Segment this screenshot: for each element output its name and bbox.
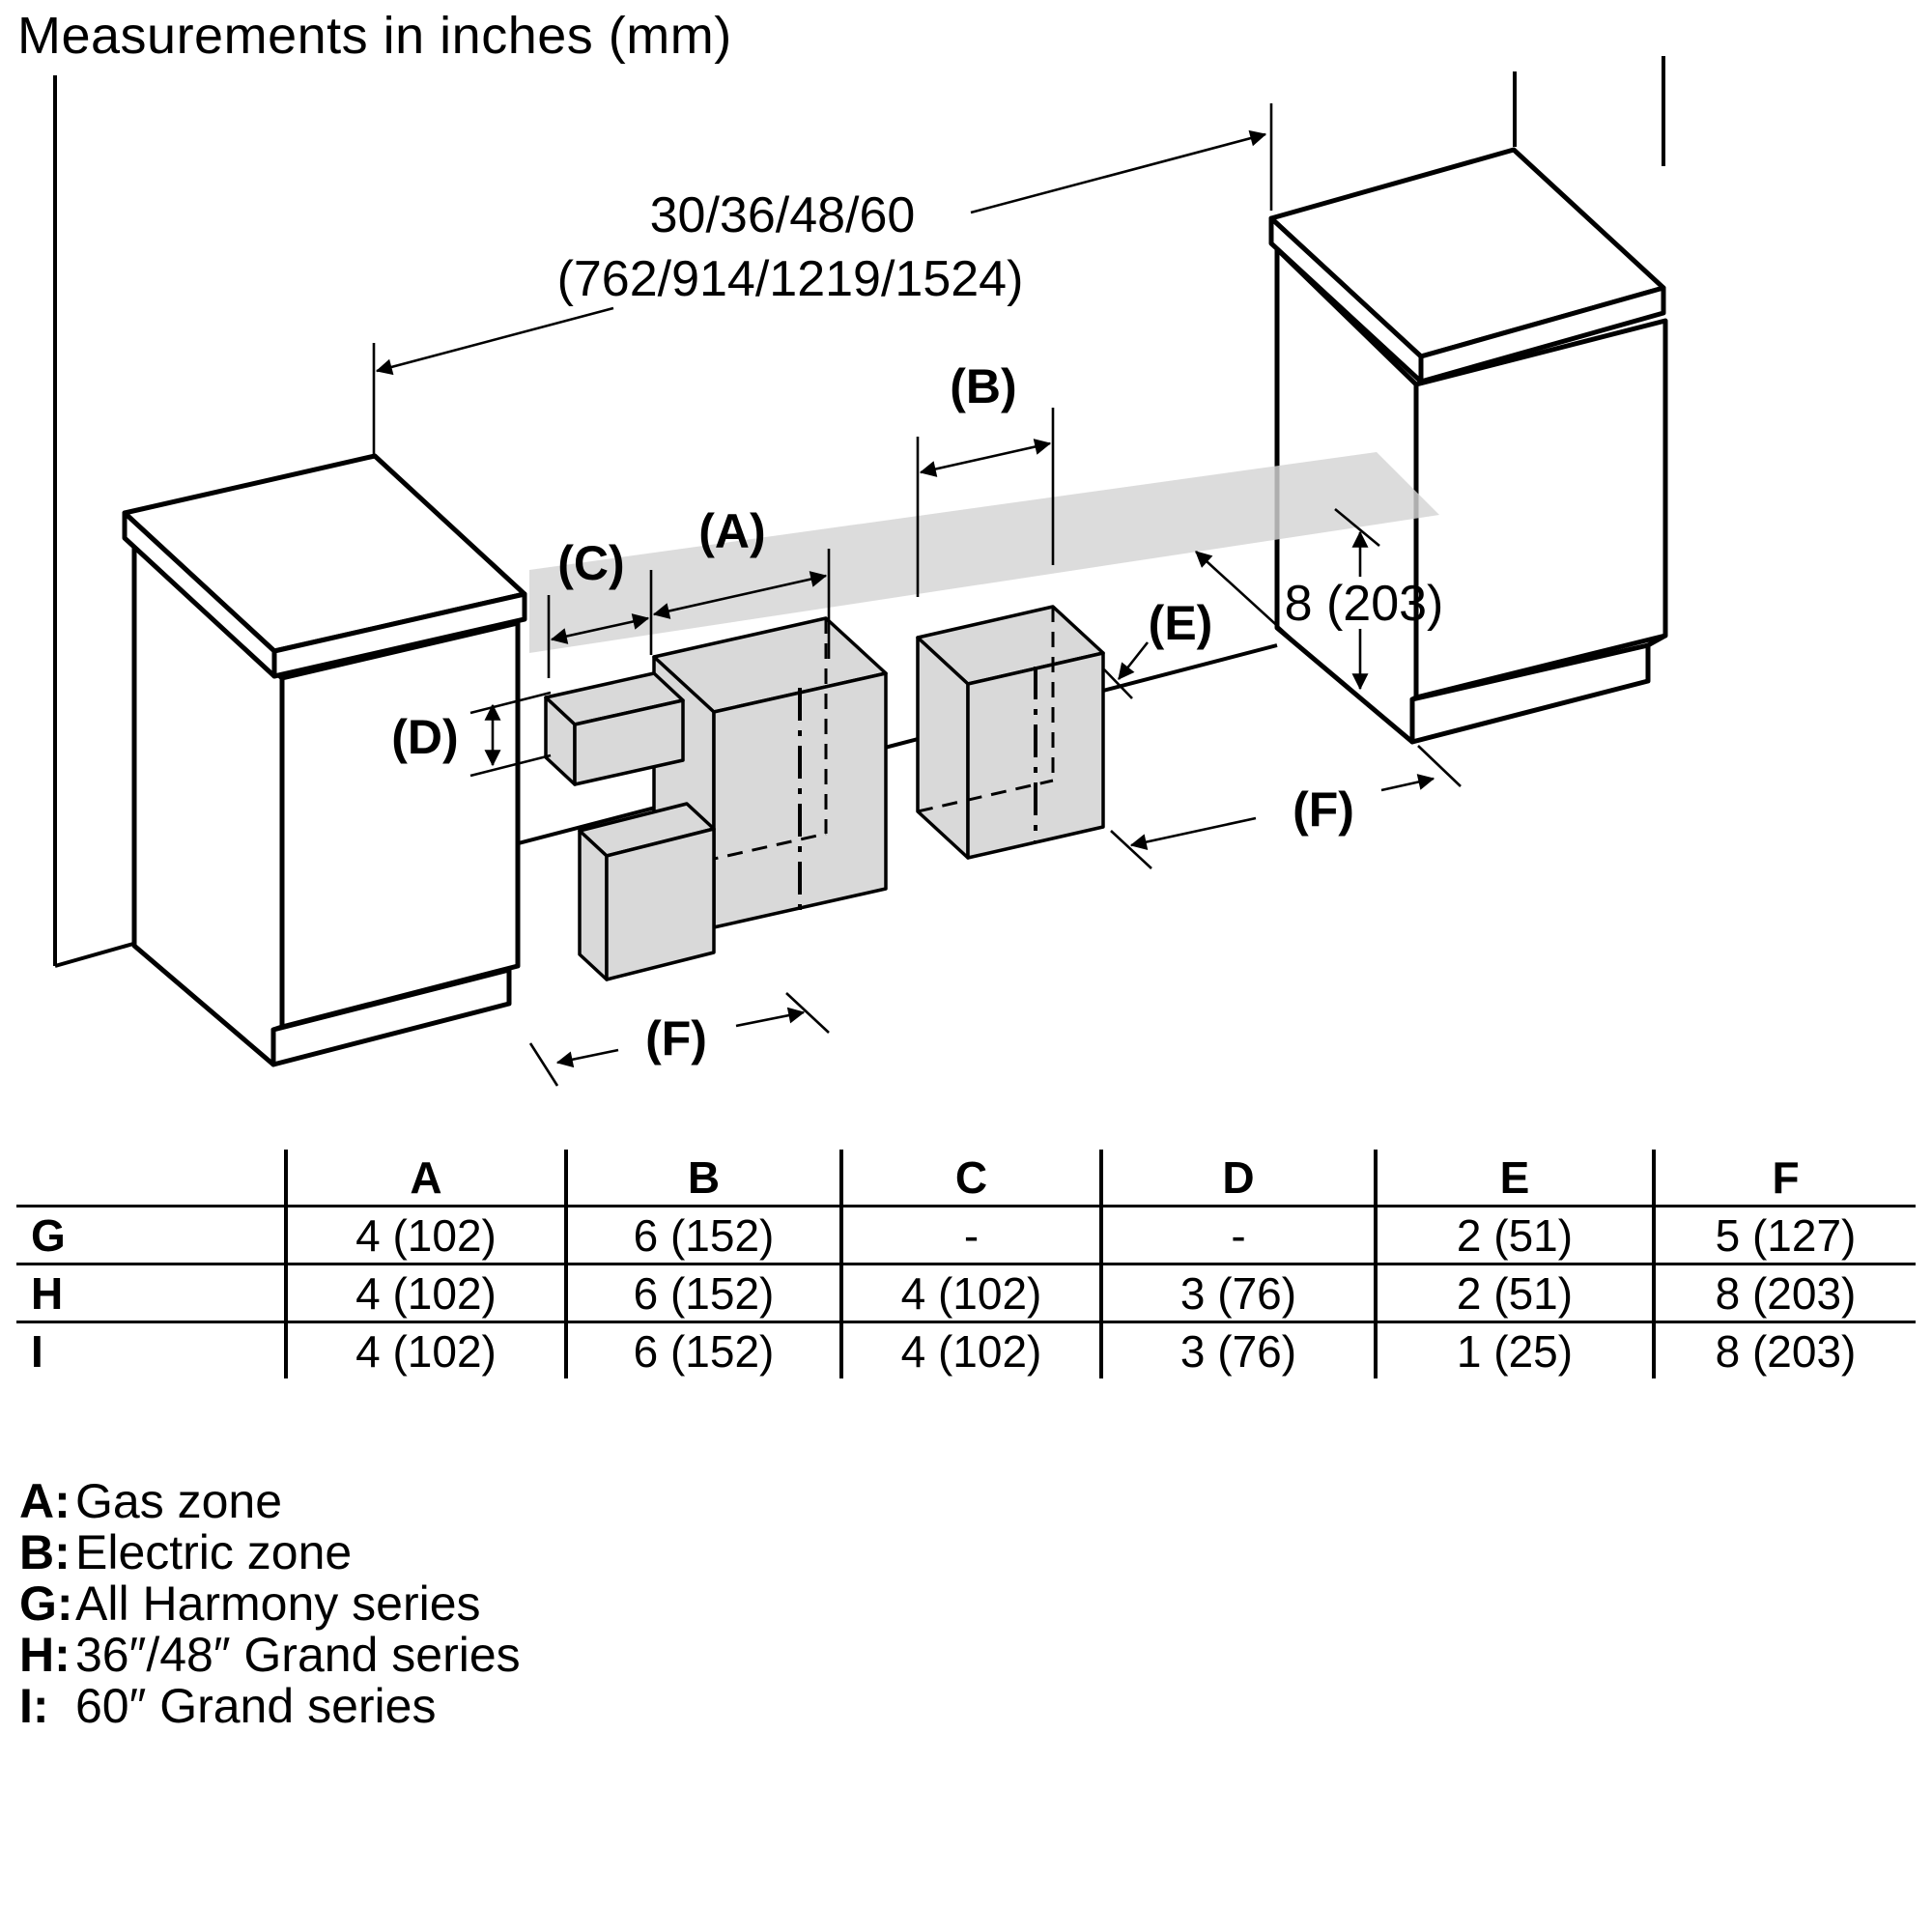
column-header: E <box>1376 1150 1654 1207</box>
label-f: (F) <box>1293 782 1354 837</box>
legend-text: Electric zone <box>75 1525 353 1579</box>
cell: 8 (203) <box>1654 1322 1916 1379</box>
cell: 4 (102) <box>841 1264 1101 1322</box>
legend <box>19 1476 521 1732</box>
cell: 6 (152) <box>566 1207 841 1264</box>
label-a: (A) <box>698 504 766 558</box>
dimension-line-right <box>971 134 1265 213</box>
cell: 2 (51) <box>1376 1207 1654 1264</box>
cell: 3 (76) <box>1101 1322 1376 1379</box>
legend-item <box>19 1578 521 1629</box>
legend-key: H: <box>19 1628 71 1682</box>
cell: 8 (203) <box>1654 1264 1916 1322</box>
dimension-table <box>16 1150 1916 1378</box>
cell: 5 (127) <box>1654 1207 1916 1264</box>
cell: 4 (102) <box>286 1207 566 1264</box>
right-cabinet <box>1271 150 1665 742</box>
row-label: I <box>31 1325 43 1377</box>
table-header-row <box>16 1150 1916 1207</box>
legend-key: I: <box>19 1679 49 1733</box>
extension-tick <box>530 1043 557 1086</box>
cell: 4 (102) <box>286 1264 566 1322</box>
legend-key: G: <box>19 1577 73 1631</box>
below-counter-zone-box <box>580 804 714 980</box>
cell: 1 (25) <box>1376 1322 1654 1379</box>
cell: 2 (51) <box>1376 1264 1654 1322</box>
legend-item <box>19 1681 521 1731</box>
column-header: B <box>566 1150 841 1207</box>
row-label: G <box>16 1207 286 1264</box>
overall-width-dimension <box>374 103 1271 454</box>
cell: 4 (102) <box>841 1322 1101 1379</box>
table-row <box>16 1322 1916 1379</box>
below-zone-front-face <box>607 829 714 980</box>
legend-item <box>19 1527 521 1577</box>
left-cabinet <box>125 456 525 1065</box>
legend-item <box>19 1476 521 1526</box>
cell: 6 (152) <box>566 1264 841 1322</box>
legend-text: 36″/48″ Grand series <box>75 1628 521 1682</box>
cell: - <box>1101 1207 1376 1264</box>
backsplash-height-value: 8 (203) <box>1284 576 1444 632</box>
cell: 3 (76) <box>1101 1264 1376 1322</box>
dimension-line-left <box>557 1050 618 1063</box>
cell: 4 (102) <box>286 1322 566 1379</box>
right-cabinet-front-face <box>1416 321 1665 697</box>
dimension-f-left <box>530 993 829 1086</box>
width-value-mm: (762/914/1219/1524) <box>556 251 1024 307</box>
leader-arrow <box>1119 642 1148 679</box>
dimension-line-left <box>1131 818 1256 845</box>
legend-text: Gas zone <box>75 1474 283 1528</box>
legend-text: All Harmony series <box>75 1577 481 1631</box>
label-d: (D) <box>391 710 459 764</box>
below-zone-left-face <box>580 831 607 980</box>
label-c: (C) <box>557 536 625 590</box>
legend-item <box>19 1630 521 1680</box>
dimension-line-right <box>1381 779 1434 790</box>
header-blank <box>16 1150 286 1207</box>
dimension-line-right <box>736 1012 804 1026</box>
legend-key: A: <box>19 1474 71 1528</box>
legend-text: 60″ Grand series <box>75 1679 437 1733</box>
column-header: C <box>841 1150 1101 1207</box>
left-floor-corner-line <box>55 944 133 966</box>
label-e: (E) <box>1148 596 1213 650</box>
cell: 6 (152) <box>566 1322 841 1379</box>
left-cabinet-front-face <box>282 623 518 1027</box>
column-header: D <box>1101 1150 1376 1207</box>
label-b: (B) <box>950 359 1017 413</box>
dimension-line-left <box>377 308 613 371</box>
extension-tick <box>1111 831 1151 868</box>
extension-tick <box>786 993 829 1033</box>
table-row <box>16 1207 1916 1264</box>
cell: - <box>841 1207 1101 1264</box>
label-f: (F) <box>645 1011 707 1065</box>
dimension-line <box>921 443 1050 472</box>
dimension-f-right <box>1111 746 1461 868</box>
page-title: Measurements in inches (mm) <box>17 7 732 65</box>
row-label: H <box>16 1264 286 1322</box>
legend-key: B: <box>19 1525 71 1579</box>
electric-zone-box-b <box>918 607 1103 858</box>
column-header: A <box>286 1150 566 1207</box>
column-header: F <box>1654 1150 1916 1207</box>
table-row <box>16 1264 1916 1322</box>
width-value-inches: 30/36/48/60 <box>649 187 916 243</box>
dimension-e <box>1104 552 1294 698</box>
